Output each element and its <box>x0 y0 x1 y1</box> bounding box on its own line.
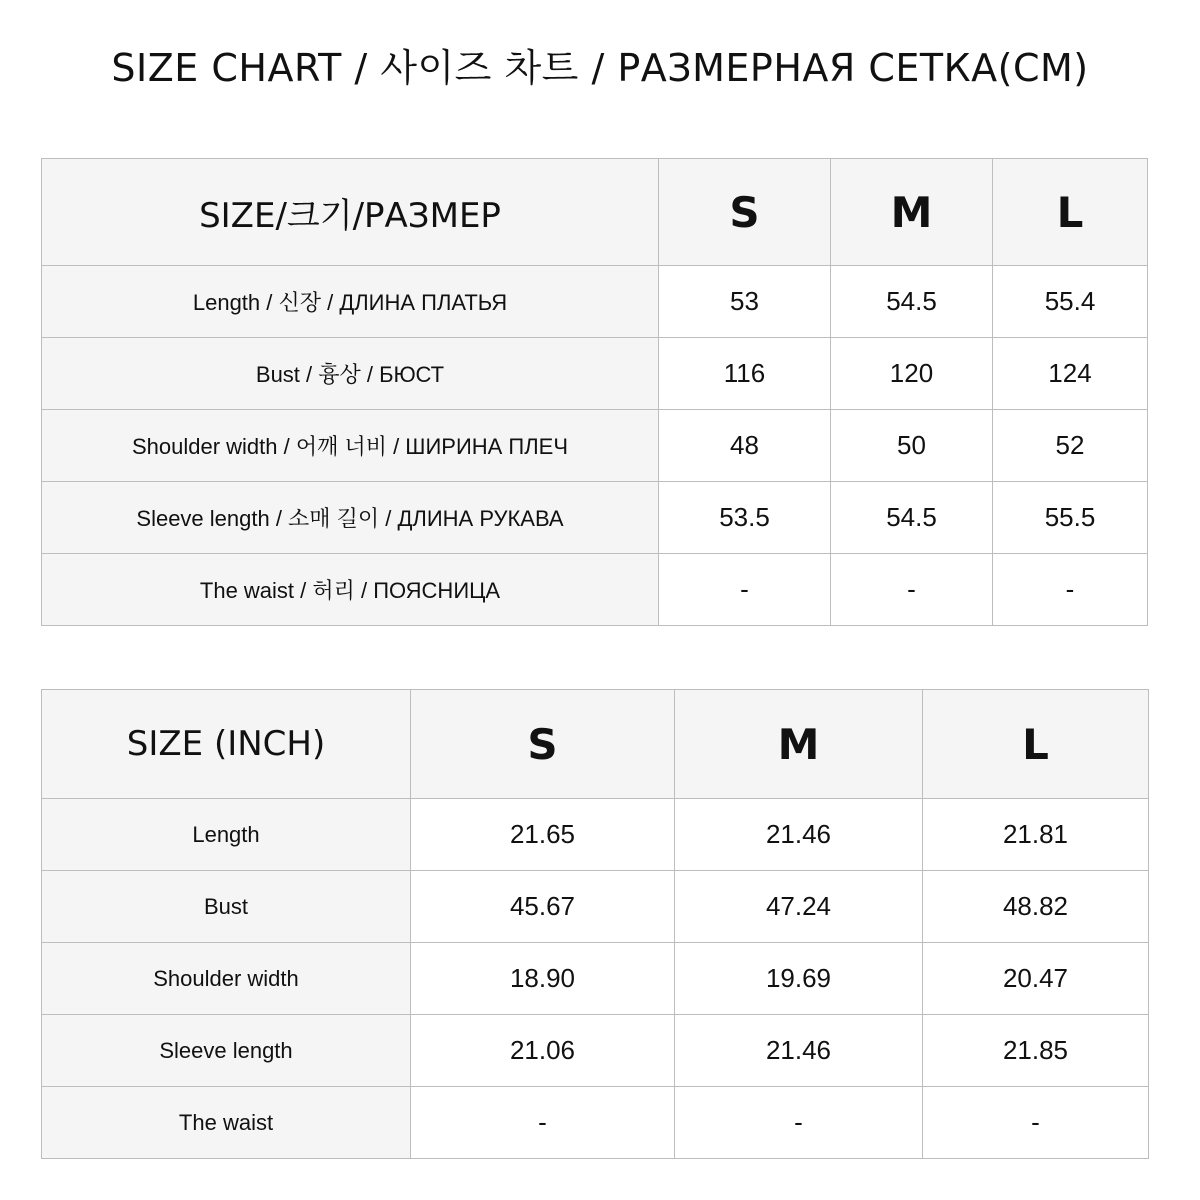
value-cell-m: 54.5 <box>831 482 993 554</box>
value-cell-s: 48 <box>659 410 831 482</box>
table-row-shoulder-width <box>42 410 1148 482</box>
table-header-row <box>42 690 1149 799</box>
table-row-shoulder-width <box>42 943 1149 1015</box>
table-row-waist <box>42 1087 1149 1159</box>
value-cell-s: - <box>411 1087 675 1159</box>
table-row-sleeve-length <box>42 482 1148 554</box>
value-cell-s: 21.65 <box>411 799 675 871</box>
page-title: SIZE CHART / 사이즈 차트 / РАЗМЕРНАЯ СЕТКА(CM) <box>111 46 1089 90</box>
value-cell-m: 50 <box>831 410 993 482</box>
value-cell-l: 20.47 <box>923 943 1149 1015</box>
table-row-length <box>42 266 1148 338</box>
row-label: Bust <box>42 871 411 943</box>
value-cell-l: - <box>923 1087 1149 1159</box>
row-label: Shoulder width / 어깨 너비 / ШИРИНА ПЛЕЧ <box>42 410 659 482</box>
value-cell-s: 45.67 <box>411 871 675 943</box>
table-row-sleeve-length <box>42 1015 1149 1087</box>
value-cell-s: 116 <box>659 338 831 410</box>
table-row-length <box>42 799 1149 871</box>
value-cell-m: - <box>675 1087 923 1159</box>
size-table-inch <box>41 689 1149 1159</box>
value-cell-s: 53 <box>659 266 831 338</box>
size-column-header: SIZE/크기/РАЗМЕР <box>42 159 659 266</box>
value-cell-m: 21.46 <box>675 1015 923 1087</box>
value-cell-m: 120 <box>831 338 993 410</box>
row-label: Sleeve length <box>42 1015 411 1087</box>
value-cell-l: 55.5 <box>993 482 1148 554</box>
value-cell-l: 52 <box>993 410 1148 482</box>
size-header-m: M <box>831 159 993 266</box>
size-table-cm <box>41 158 1148 626</box>
row-label: The waist <box>42 1087 411 1159</box>
row-label: Bust / 흉상 / БЮСТ <box>42 338 659 410</box>
table-header-row <box>42 159 1148 266</box>
value-cell-m: 21.46 <box>675 799 923 871</box>
row-label: Length <box>42 799 411 871</box>
size-header-s: S <box>659 159 831 266</box>
value-cell-m: 47.24 <box>675 871 923 943</box>
value-cell-m: 54.5 <box>831 266 993 338</box>
value-cell-m: 19.69 <box>675 943 923 1015</box>
value-cell-s: 53.5 <box>659 482 831 554</box>
row-label: Shoulder width <box>42 943 411 1015</box>
value-cell-l: 21.81 <box>923 799 1149 871</box>
value-cell-l: 48.82 <box>923 871 1149 943</box>
value-cell-s: 21.06 <box>411 1015 675 1087</box>
value-cell-l: - <box>993 554 1148 626</box>
size-header-l: L <box>993 159 1148 266</box>
value-cell-m: - <box>831 554 993 626</box>
value-cell-l: 21.85 <box>923 1015 1149 1087</box>
value-cell-s: - <box>659 554 831 626</box>
size-header-m: M <box>675 690 923 799</box>
size-column-header: SIZE (INCH) <box>42 690 411 799</box>
value-cell-l: 124 <box>993 338 1148 410</box>
row-label: Sleeve length / 소매 길이 / ДЛИНА РУКАВА <box>42 482 659 554</box>
table-row-bust <box>42 338 1148 410</box>
size-header-s: S <box>411 690 675 799</box>
value-cell-l: 55.4 <box>993 266 1148 338</box>
table-row-bust <box>42 871 1149 943</box>
row-label: Length / 신장 / ДЛИНА ПЛАТЬЯ <box>42 266 659 338</box>
table-row-waist <box>42 554 1148 626</box>
value-cell-s: 18.90 <box>411 943 675 1015</box>
size-header-l: L <box>923 690 1149 799</box>
row-label: The waist / 허리 / ПОЯСНИЦА <box>42 554 659 626</box>
